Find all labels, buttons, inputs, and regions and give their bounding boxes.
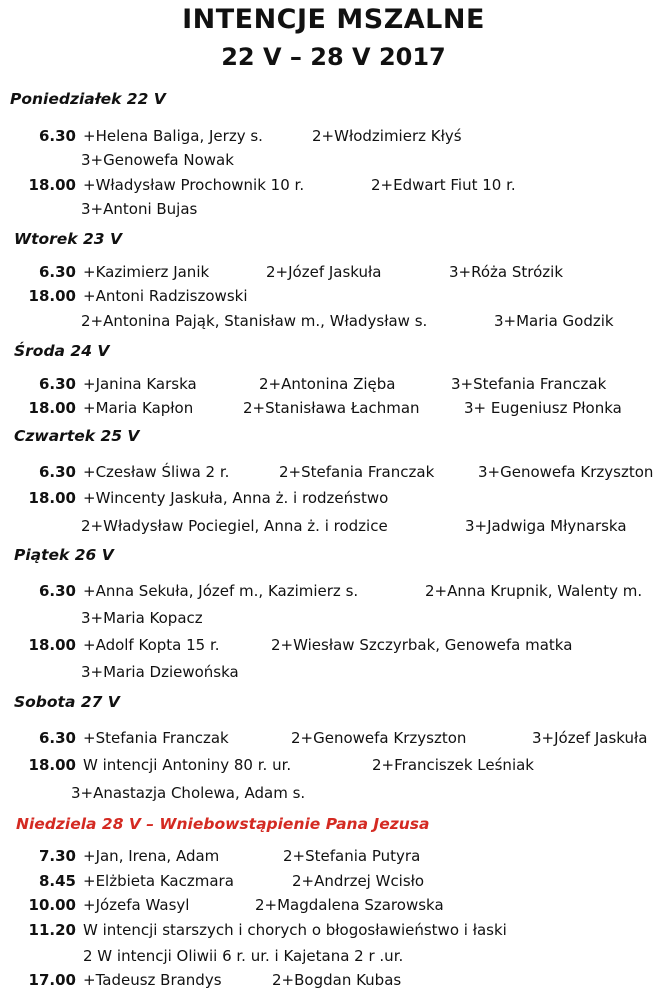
mass-time: 7.30	[38, 847, 76, 865]
intention-text: 3+Stefania Franczak	[451, 375, 607, 393]
intention-text: +Stefania Franczak	[83, 729, 229, 747]
intention-text: 2+Anna Krupnik, Walenty m.	[425, 582, 643, 600]
intention-text: +Władysław Prochownik 10 r.	[83, 176, 305, 194]
intention-text: 3+Genowefa Nowak	[81, 151, 234, 169]
page-title: INTENCJE MSZALNE	[182, 4, 485, 35]
intention-text: 2 W intencji Oliwii 6 r. ur. i Kajetana 2 r .ur.	[83, 947, 404, 965]
intention-text: 3+Anastazja Cholewa, Adam s.	[71, 784, 306, 802]
intention-text: +Józefa Wasyl	[83, 896, 190, 914]
day-heading: Wtorek 23 V	[14, 230, 122, 248]
mass-time: 18.00	[28, 489, 76, 507]
intention-text: 2+Bogdan Kubas	[272, 971, 402, 989]
intention-text: +Kazimierz Janik	[83, 263, 210, 281]
intention-text: 3+Maria Kopacz	[81, 609, 203, 627]
day-heading: Poniedziałek 22 V	[10, 90, 166, 108]
mass-time: 6.30	[38, 127, 76, 145]
day-heading: Środa 24 V	[14, 342, 110, 360]
intention-text: +Czesław Śliwa 2 r.	[83, 463, 230, 481]
intention-text: 2+Andrzej Wcisło	[292, 872, 425, 890]
mass-time: 18.00	[28, 636, 76, 654]
intention-text: 2+Genowefa Krzyszton	[291, 729, 467, 747]
intention-text: +Jan, Irena, Adam	[83, 847, 220, 865]
mass-time: 6.30	[38, 263, 76, 281]
day-heading: Niedziela 28 V – Wniebowstąpienie Pana Jezusa	[16, 815, 430, 833]
mass-time: 6.30	[38, 582, 76, 600]
intention-text: +Tadeusz Brandys	[83, 971, 222, 989]
intention-text: 3+Róża Strózik	[449, 263, 564, 281]
intention-text: 3+Genowefa Krzyszton	[478, 463, 654, 481]
intention-text: 2+Stefania Franczak	[279, 463, 435, 481]
mass-time: 8.45	[38, 872, 76, 890]
intention-text: +Wincenty Jaskuła, Anna ż. i rodzeństwo	[83, 489, 389, 507]
day-heading: Sobota 27 V	[14, 693, 120, 711]
day-heading: Czwartek 25 V	[14, 427, 140, 445]
mass-time: 6.30	[38, 463, 76, 481]
mass-time: 10.00	[28, 896, 76, 914]
intention-text: +Janina Karska	[83, 375, 197, 393]
intention-text: 3+Antoni Bujas	[81, 200, 198, 218]
mass-time: 17.00	[28, 971, 76, 989]
intention-text: +Elżbieta Kaczmara	[83, 872, 234, 890]
intention-text: 2+Edwart Fiut 10 r.	[371, 176, 516, 194]
intention-text: 2+Magdalena Szarowska	[255, 896, 444, 914]
mass-time: 18.00	[28, 176, 76, 194]
intention-text: W intencji starszych i chorych o błogosławieństwo i łaski	[83, 921, 507, 939]
intention-text: 2+Antonina Pająk, Stanisław m., Władysław s.	[81, 312, 428, 330]
intention-text: 3+Maria Dziewońska	[81, 663, 239, 681]
day-heading: Piątek 26 V	[14, 546, 114, 564]
intention-text: 3+Maria Godzik	[494, 312, 614, 330]
intention-text: 2+Stanisława Łachman	[243, 399, 420, 417]
mass-time: 11.20	[28, 921, 76, 939]
intention-text: 2+Stefania Putyra	[283, 847, 421, 865]
intention-text: 2+Antonina Zięba	[259, 375, 396, 393]
intention-text: +Anna Sekuła, Józef m., Kazimierz s.	[83, 582, 359, 600]
intention-text: 3+Jadwiga Młynarska	[465, 517, 627, 535]
intention-text: 2+Wiesław Szczyrbak, Genowefa matka	[271, 636, 573, 654]
intention-text: +Helena Baliga, Jerzy s.	[83, 127, 263, 145]
mass-time: 6.30	[38, 729, 76, 747]
intention-text: 3+Józef Jaskuła	[532, 729, 648, 747]
intention-text: 2+Władysław Pociegiel, Anna ż. i rodzice	[81, 517, 388, 535]
intention-text: 3+ Eugeniusz Płonka	[464, 399, 622, 417]
intention-text: +Maria Kapłon	[83, 399, 194, 417]
mass-time: 6.30	[38, 375, 76, 393]
intention-text: W intencji Antoniny 80 r. ur.	[83, 756, 292, 774]
intention-text: 2+Józef Jaskuła	[266, 263, 382, 281]
mass-time: 18.00	[28, 756, 76, 774]
intention-text: +Antoni Radziszowski	[83, 287, 248, 305]
mass-time: 18.00	[28, 287, 76, 305]
intention-text: 2+Włodzimierz Kłyś	[312, 127, 462, 145]
date-range: 22 V – 28 V 2017	[221, 43, 446, 71]
intention-text: 2+Franciszek Leśniak	[372, 756, 534, 774]
mass-time: 18.00	[28, 399, 76, 417]
intention-text: +Adolf Kopta 15 r.	[83, 636, 220, 654]
